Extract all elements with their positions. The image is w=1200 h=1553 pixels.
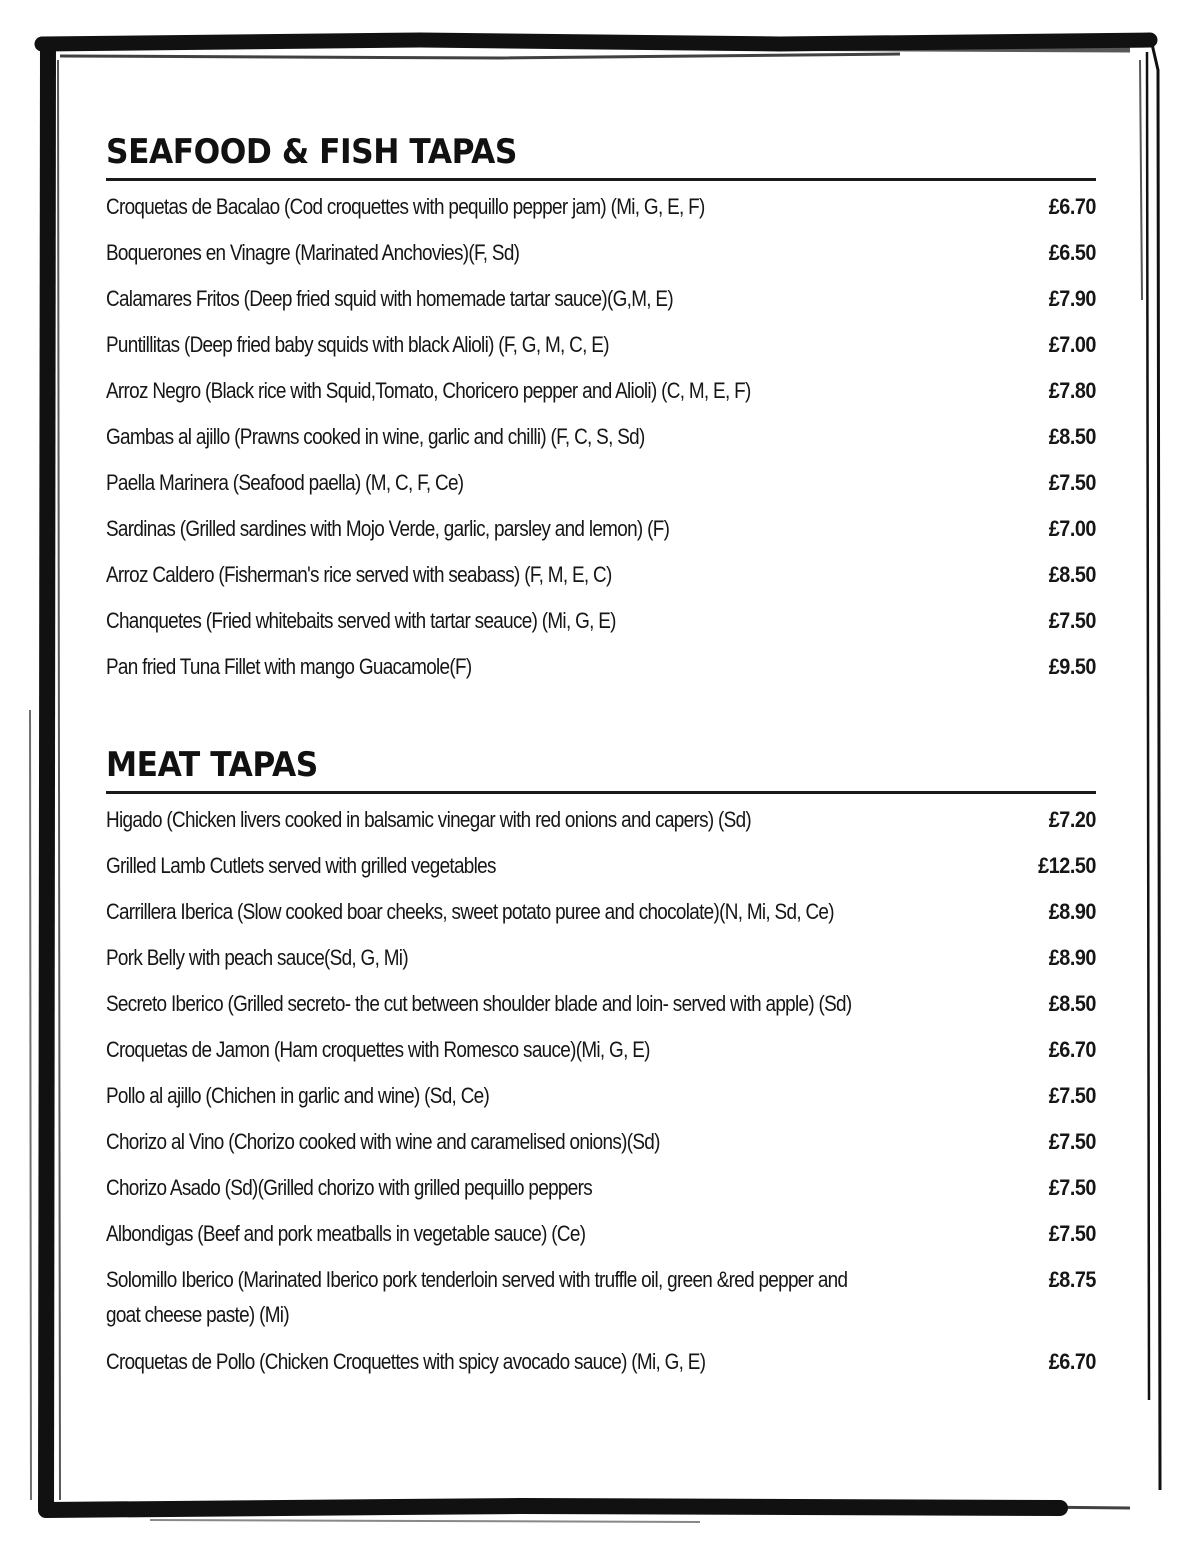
item-price: £7.50 — [1048, 470, 1096, 495]
item-name: Arroz Negro (Black rice with Squid,Tomato, Choricero pepper and Alioli) (C, M, E, F) — [106, 378, 751, 403]
item-name: Croquetas de Jamon (Ham croquettes with Romesco sauce)(Mi, G, E) — [106, 1037, 650, 1062]
item-price: £6.50 — [1048, 240, 1096, 265]
item-price: £7.50 — [1048, 1083, 1096, 1108]
item-price: £6.70 — [1048, 1349, 1096, 1374]
menu-item — [106, 1032, 1096, 1078]
item-name: Higado (Chicken livers cooked in balsamic vinegar with red onions and capers) (Sd) — [106, 807, 752, 832]
item-name: Chanquetes (Fried whitebaits served with tartar seauce) (Mi, G, E) — [106, 608, 616, 633]
menu-item — [106, 649, 1096, 695]
item-name: Chorizo al Vino (Chorizo cooked with wine and caramelised onions)(Sd) — [106, 1129, 660, 1154]
item-name: Sardinas (Grilled sardines with Mojo Verde, garlic, parsley and lemon) (F) — [106, 516, 670, 541]
item-price: £9.50 — [1048, 654, 1096, 679]
menu-item — [106, 1078, 1096, 1124]
menu-item — [106, 1216, 1096, 1262]
item-name: Puntillitas (Deep fried baby squids with black Alioli) (F, G, M, C, E) — [106, 332, 609, 357]
item-price: £7.00 — [1048, 332, 1096, 357]
item-price: £8.90 — [1048, 945, 1096, 970]
menu-item — [106, 1124, 1096, 1170]
item-price: £12.50 — [1038, 853, 1096, 878]
menu-item — [106, 373, 1096, 419]
menu-item — [106, 894, 1096, 940]
item-name: Croquetas de Bacalao (Cod croquettes with pequillo pepper jam) (Mi, G, E, F) — [106, 194, 705, 219]
item-name: Secreto Iberico (Grilled secreto- the cut between shoulder blade and loin- served with apple) (Sd) — [106, 991, 852, 1016]
section-title: SEAFOOD & FISH TAPAS — [106, 132, 517, 172]
menu-content — [106, 128, 1096, 1390]
menu-item — [106, 986, 1096, 1032]
menu-item — [106, 848, 1096, 894]
item-name: Pan fried Tuna Fillet with mango Guacamole(F) — [106, 654, 472, 679]
menu-item — [106, 235, 1096, 281]
item-price: £8.50 — [1048, 424, 1096, 449]
item-price: £8.50 — [1048, 991, 1096, 1016]
section-seafood-fish-tapas — [106, 128, 1096, 695]
menu-item — [106, 1344, 1096, 1390]
item-name: Croquetas de Pollo (Chicken Croquettes with spicy avocado sauce) (Mi, G, E) — [106, 1349, 706, 1374]
item-name: Chorizo Asado (Sd)(Grilled chorizo with grilled pequillo peppers — [106, 1175, 592, 1200]
item-price: £7.50 — [1048, 608, 1096, 633]
menu-item — [106, 1170, 1096, 1216]
menu-item — [106, 327, 1096, 373]
item-name: Paella Marinera (Seafood paella) (M, C, F, Ce) — [106, 470, 464, 495]
item-name: Calamares Fritos (Deep fried squid with homemade tartar sauce)(G,M, E) — [106, 286, 673, 311]
menu-item — [106, 419, 1096, 465]
section-title: MEAT TAPAS — [106, 745, 318, 785]
item-price: £8.50 — [1048, 562, 1096, 587]
menu-item — [106, 281, 1096, 327]
item-name: Arroz Caldero (Fisherman's rice served with seabass) (F, M, E, C) — [106, 562, 612, 587]
menu-item — [106, 189, 1096, 235]
item-price: £7.90 — [1048, 286, 1096, 311]
section-spacer — [106, 695, 1096, 741]
item-name: Albondigas (Beef and pork meatballs in vegetable sauce) (Ce) — [106, 1221, 586, 1246]
menu-item — [106, 465, 1096, 511]
menu-item — [106, 802, 1096, 848]
menu-item — [106, 940, 1096, 986]
item-price: £7.80 — [1048, 378, 1096, 403]
item-price: £7.50 — [1048, 1129, 1096, 1154]
item-name: Gambas al ajillo (Prawns cooked in wine, garlic and chilli) (F, C, S, Sd) — [106, 424, 645, 449]
menu-item — [106, 511, 1096, 557]
item-name-line2: goat cheese paste) (Mi) — [106, 1302, 289, 1327]
item-name: Boquerones en Vinagre (Marinated Anchovies)(F, Sd) — [106, 240, 520, 265]
item-price: £7.20 — [1048, 807, 1096, 832]
item-price: £7.00 — [1048, 516, 1096, 541]
item-name-line1: Solomillo Iberico (Marinated Iberico pork tenderloin served with truffle oil, green &red pepper and — [106, 1267, 848, 1292]
item-price: £6.70 — [1048, 194, 1096, 219]
section-divider — [106, 178, 1096, 181]
section-divider — [106, 791, 1096, 794]
item-price: £7.50 — [1048, 1221, 1096, 1246]
item-name: Grilled Lamb Cutlets served with grilled vegetables — [106, 853, 496, 878]
menu-item — [106, 557, 1096, 603]
item-name: Pollo al ajillo (Chichen in garlic and wine) (Sd, Ce) — [106, 1083, 490, 1108]
section-meat-tapas — [106, 741, 1096, 1390]
item-name: Pork Belly with peach sauce(Sd, G, Mi) — [106, 945, 408, 970]
item-price: £8.90 — [1048, 899, 1096, 924]
menu-item — [106, 1262, 1096, 1344]
item-name — [106, 1262, 889, 1332]
menu-item — [106, 603, 1096, 649]
item-price: £6.70 — [1048, 1037, 1096, 1062]
item-price: £7.50 — [1048, 1175, 1096, 1200]
item-name: Carrillera Iberica (Slow cooked boar cheeks, sweet potato puree and chocolate)(N, Mi, Sd, Ce) — [106, 899, 834, 924]
item-price: £8.75 — [1048, 1267, 1096, 1292]
